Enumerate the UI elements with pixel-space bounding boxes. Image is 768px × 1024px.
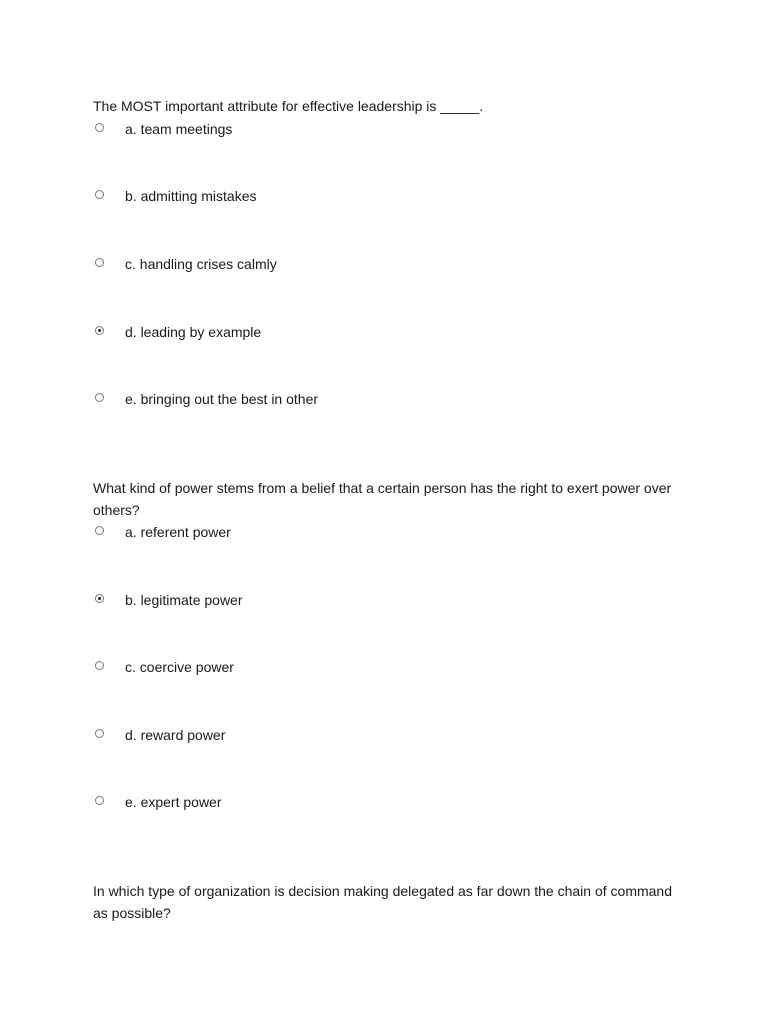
- option-label: c. coercive power: [125, 659, 234, 675]
- option-label: b. admitting mistakes: [125, 188, 257, 204]
- radio-button[interactable]: [95, 190, 104, 199]
- radio-button[interactable]: [95, 796, 104, 805]
- q1-option-b[interactable]: [93, 186, 257, 206]
- option-label: d. reward power: [125, 727, 226, 743]
- option-label: d. leading by example: [125, 324, 262, 340]
- question-1-text: The MOST important attribute for effective leadership is _____.: [93, 98, 484, 114]
- radio-button[interactable]: [95, 393, 104, 402]
- radio-button[interactable]: [95, 661, 104, 670]
- q1-option-e[interactable]: [93, 389, 318, 409]
- question-2-text: What kind of power stems from a belief that a certain person has the right to exert power over others?: [93, 480, 672, 518]
- q1-option-c[interactable]: [93, 254, 277, 274]
- q2-option-c[interactable]: [93, 657, 234, 677]
- option-label: e. expert power: [125, 794, 222, 810]
- q1-option-a[interactable]: [93, 119, 232, 139]
- radio-button-selected[interactable]: [95, 326, 104, 335]
- q2-option-b[interactable]: [93, 590, 243, 610]
- radio-button[interactable]: [95, 729, 104, 738]
- q2-option-e[interactable]: [93, 792, 222, 812]
- option-label: a. referent power: [125, 524, 231, 540]
- option-label: a. team meetings: [125, 121, 233, 137]
- q1-option-d[interactable]: [93, 322, 261, 342]
- option-label: e. bringing out the best in other: [125, 391, 319, 407]
- radio-button[interactable]: [95, 258, 104, 267]
- radio-button[interactable]: [95, 526, 104, 535]
- q2-option-a[interactable]: [93, 522, 231, 542]
- radio-button[interactable]: [95, 123, 104, 132]
- option-label: c. handling crises calmly: [125, 256, 277, 272]
- question-3-text: In which type of organization is decision making delegated as far down the chain of command as possible?: [93, 883, 673, 921]
- radio-button-selected[interactable]: [95, 594, 104, 603]
- q2-option-d[interactable]: [93, 725, 225, 745]
- option-label: b. legitimate power: [125, 592, 243, 608]
